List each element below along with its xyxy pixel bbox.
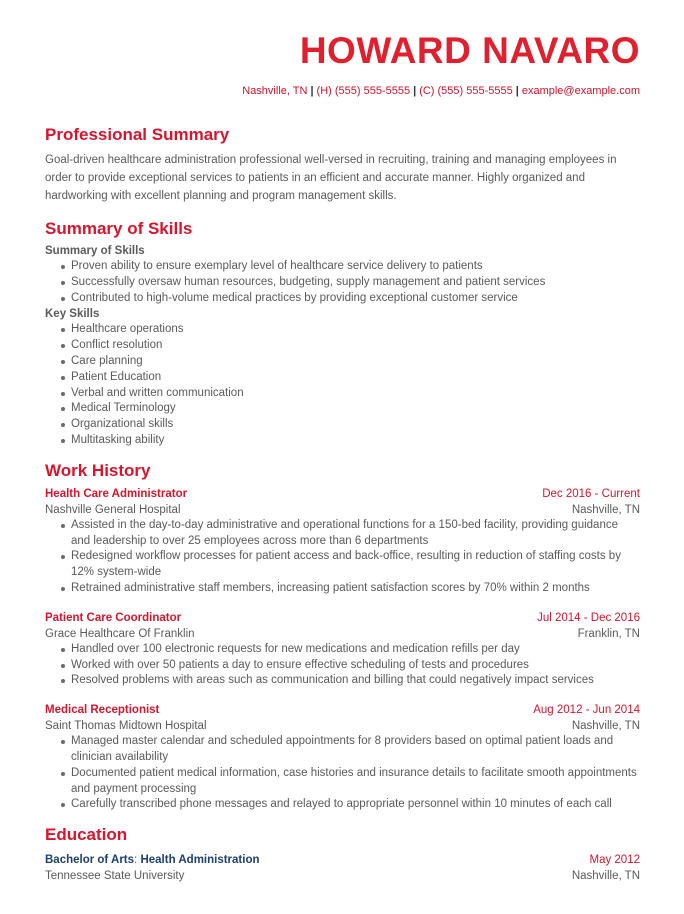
list-item: Redesigned workflow processes for patient access and back-office, resulting in reduction of staffing costs by 12% system-wide: [61, 549, 640, 581]
degree-colon: :: [134, 854, 138, 867]
job-title-row: [45, 702, 640, 718]
education-school: Tennessee State University: [45, 870, 185, 883]
education-date: May 2012: [589, 854, 640, 867]
list-item: Organizational skills: [61, 417, 640, 433]
job-location: Nashville, TN: [571, 720, 640, 733]
list-item: Retrained administrative staff members, increasing patient satisfaction scores by 70% within 2 months: [61, 581, 640, 597]
contact-separator: |: [310, 85, 314, 97]
education-degree: [45, 852, 260, 868]
job-dates: Aug 2012 - Jun 2014: [533, 704, 640, 717]
section-heading-work: Work History: [45, 460, 151, 480]
job-location: Nashville, TN: [571, 503, 640, 516]
job-dates: Dec 2016 - Current: [542, 487, 640, 500]
contact-line: [45, 84, 640, 98]
job-title-row: [45, 610, 640, 626]
key-skills-label: Key Skills: [45, 308, 100, 321]
list-item: Worked with over 50 patients a day to ensure effective scheduling of tests and procedures: [61, 658, 640, 674]
section-heading-education: Education: [45, 825, 128, 845]
degree-field: Health Administration: [140, 854, 260, 867]
list-item: Conflict resolution: [61, 338, 640, 354]
list-item: Verbal and written communication: [61, 386, 640, 402]
skills-section: [45, 218, 640, 449]
list-item: Documented patient medical information, case histories and insurance details to facilitate smooth appointments and payment processing: [61, 766, 640, 798]
contact-separator: |: [515, 85, 519, 97]
job-employer-row: [45, 502, 640, 518]
job-title: Patient Care Coordinator: [45, 611, 182, 624]
candidate-name: HOWARD NAVARO: [299, 30, 640, 71]
job-title-row: [45, 486, 640, 502]
list-item: Successfully oversaw human resources, budgeting, supply management and patient services: [61, 275, 640, 291]
contact-location: Nashville, TN: [242, 85, 308, 97]
education-degree-row: [45, 852, 640, 868]
education-school-row: [45, 868, 640, 884]
list-item: Handled over 100 electronic requests for new medications and medication refills per day: [61, 642, 640, 658]
job-bullets: [45, 642, 640, 689]
list-item: Care planning: [61, 354, 640, 370]
key-skills-list: [45, 322, 640, 448]
list-item: Managed master calendar and scheduled appointments for 8 providers based on optimal patient loads and clinician availability: [61, 734, 640, 766]
list-item: Patient Education: [61, 370, 640, 386]
job-dates: Jul 2014 - Dec 2016: [537, 611, 640, 624]
job-entry: [45, 486, 640, 597]
list-item: Multitasking ability: [61, 433, 640, 449]
contact-home-phone: (H) (555) 555-5555: [316, 85, 411, 97]
job-location: Franklin, TN: [577, 627, 640, 640]
degree-name: Bachelor of Arts: [45, 854, 135, 867]
job-employer-row: [45, 718, 640, 734]
job-employer: Grace Healthcare Of Franklin: [45, 627, 195, 640]
contact-cell-phone: (C) (555) 555-5555: [419, 85, 513, 97]
list-item: Contributed to high-volume medical practices by providing exceptional customer service: [61, 291, 640, 307]
list-item: Healthcare operations: [61, 322, 640, 338]
education-section: [45, 824, 640, 884]
summary-text: Goal-driven healthcare administration professional well-versed in recruiting, training and managing employees in order to provide exceptional services to patients in an efficient and accurate manner. Highly organized and hardworking with excellent planning and program management skills.: [45, 154, 617, 202]
section-heading-summary: Professional Summary: [45, 125, 230, 144]
skills-summary-label: Summary of Skills: [45, 245, 145, 257]
list-item: Resolved problems with areas such as communication and billing that could negatively impact services: [61, 673, 640, 689]
job-employer: Saint Thomas Midtown Hospital: [45, 720, 207, 733]
job-entry: [45, 702, 640, 813]
job-entry: [45, 610, 640, 689]
list-item: Carefully transcribed phone messages and relayed to appropriate personnel within 10 minutes of each call: [61, 797, 640, 813]
skills-summary-list: [45, 259, 640, 306]
job-bullets: [45, 518, 640, 597]
list-item: Proven ability to ensure exemplary level of healthcare service delivery to patients: [61, 259, 640, 275]
job-employer-row: [45, 626, 640, 642]
work-history-section: [45, 460, 640, 813]
job-bullets: [45, 734, 640, 813]
contact-separator: |: [413, 85, 417, 97]
job-employer: Nashville General Hospital: [45, 503, 181, 516]
job-title: Medical Receptionist: [45, 704, 160, 717]
list-item: Assisted in the day-to-day administrative and operational functions for a 150-bed facility, providing guidance and leadership to over 25 employees across more than 6 departments: [61, 518, 640, 550]
contact-email-link[interactable]: example@example.com: [521, 85, 640, 97]
resume-page: [0, 31, 684, 914]
job-title: Health Care Administrator: [45, 487, 188, 500]
section-heading-skills: Summary of Skills: [45, 219, 193, 238]
list-item: Medical Terminology: [61, 401, 640, 417]
education-location: Nashville, TN: [571, 870, 640, 883]
professional-summary-section: [45, 124, 640, 205]
